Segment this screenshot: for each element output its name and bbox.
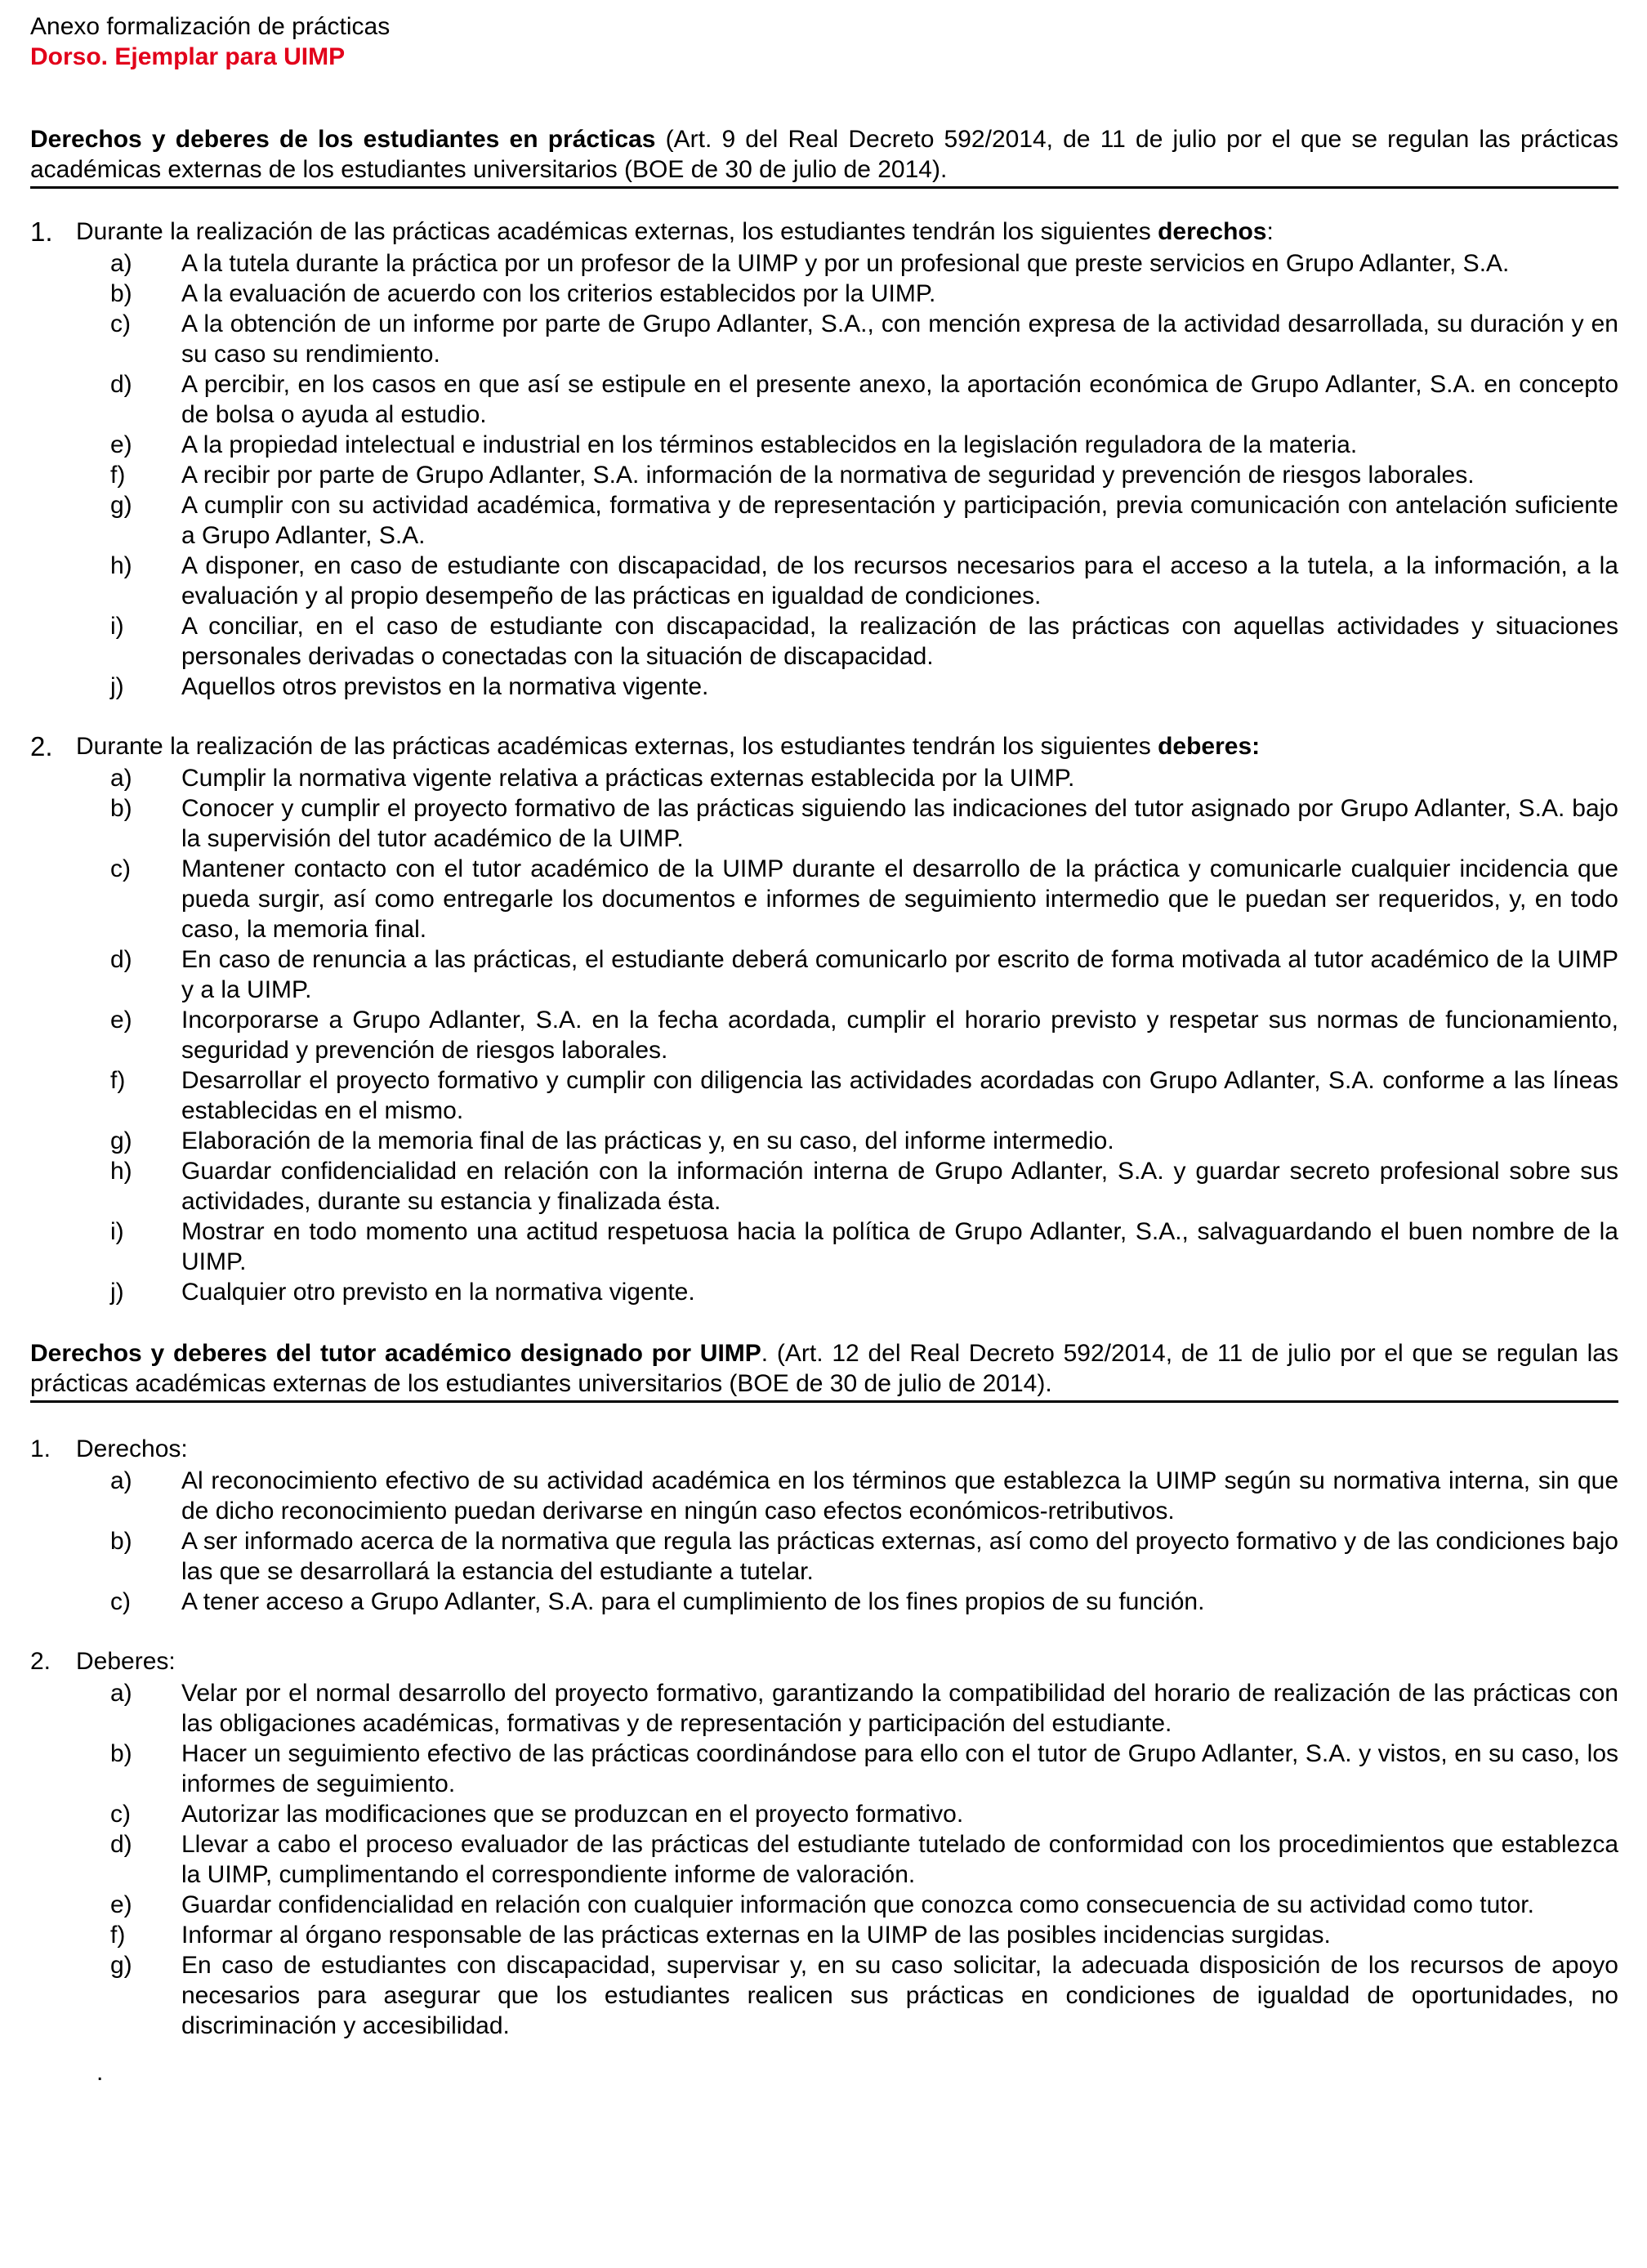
list-item: d) En caso de renuncia a las prácticas, el estudiante deberá comunicarlo por escrito de forma motivada al tutor académico de la UIMP y a la UIMP.: [110, 946, 1618, 1003]
tutor-duties-intro: Deberes:: [76, 1648, 176, 1675]
list-item: e) A la propiedad intelectual e industrial en los términos establecidos en la legislación reguladora de la materia.: [110, 431, 1358, 458]
tutor-rights-list: [76, 1466, 1618, 1617]
list-item: i) Mostrar en todo momento una actitud respetuosa hacia la política de Grupo Adlanter, S.A., salvaguardando el buen nombre de la UIMP.: [110, 1218, 1618, 1275]
list-item: i) A conciliar, en el caso de estudiante con discapacidad, la realización de las prácticas con aquellas actividades y situaciones personales derivadas o conectadas con la situación de discapacidad.: [110, 613, 1618, 670]
list-item: e) Incorporarse a Grupo Adlanter, S.A. en la fecha acordada, cumplir el horario previsto y respetar sus normas de funcionamiento, seguridad y prevención de riesgos laborales.: [110, 1007, 1618, 1064]
list-item: c) A tener acceso a Grupo Adlanter, S.A. para el cumplimiento de los fines propios de su función.: [110, 1588, 1205, 1615]
tutor-rights-block: [30, 1434, 1618, 1617]
tutor-duties-block: [30, 1646, 1618, 2041]
list-item: f) Informar al órgano responsable de las prácticas externas en la UIMP de las posibles incidencias surgidas.: [110, 1922, 1331, 1949]
students-duties-block: [30, 731, 1618, 1307]
list-number: 1.: [30, 217, 53, 247]
list-item: d) A percibir, en los casos en que así se estipule en el presente anexo, la aportación económica de Grupo Adlanter, S.A. en concepto de bolsa o ayuda al estudio.: [110, 371, 1618, 428]
document-subtitle: Dorso. Ejemplar para UIMP: [30, 43, 346, 70]
students-duties-intro: Durante la realización de las prácticas académicas externas, los estudiantes tendrán los siguientes deberes:: [76, 733, 1261, 760]
list-item: c) Autorizar las modificaciones que se produzcan en el proyecto formativo.: [110, 1801, 964, 1828]
students-rights-intro: Durante la realización de las prácticas académicas externas, los estudiantes tendrán los siguientes derechos:: [76, 218, 1274, 245]
document-title: Anexo formalización de prácticas: [30, 13, 391, 40]
document-page: [30, 11, 1618, 2041]
list-item: g) En caso de estudiantes con discapacidad, supervisar y, en su caso solicitar, la adecuada disposición de los recursos de apoyo necesarios para asegurar que los estudiantes realicen sus prácticas en condiciones de igualdad de oportunidades, no discriminación y accesibilidad.: [110, 1952, 1618, 2039]
list-number: 1.: [30, 1435, 51, 1462]
trailing-mark: .: [96, 2059, 104, 2086]
list-item: c) Mantener contacto con el tutor académico de la UIMP durante el desarrollo de la práctica y comunicarle cualquier incidencia que pueda surgir, así como entregarle los documentos e informes de seguimiento intermedio que le puedan ser requeridos, y, en todo caso, la memoria final.: [110, 855, 1618, 943]
students-rights-list: [76, 248, 1618, 702]
list-item: a) Cumplir la normativa vigente relativa a prácticas externas establecida por la UIMP.: [110, 765, 1075, 792]
list-item: h) Guardar confidencialidad en relación con la información interna de Grupo Adlanter, S.A. y guardar secreto profesional sobre sus actividades, durante su estancia y finalizada ésta.: [110, 1158, 1618, 1215]
list-item: g) A cumplir con su actividad académica, formativa y de representación y participación, previa comunicación con antelación suficiente a Grupo Adlanter, S.A.: [110, 492, 1618, 549]
list-item: a) Velar por el normal desarrollo del proyecto formativo, garantizando la compatibilidad del horario de realización de las prácticas con las obligaciones académicas, formativas y de representación y participación del estudiante.: [110, 1680, 1618, 1737]
list-item: e) Guardar confidencialidad en relación con cualquier información que conozca como consecuencia de su actividad como tutor.: [110, 1891, 1534, 1918]
list-item: h) A disponer, en caso de estudiante con discapacidad, de los recursos necesarios para el acceso a la tutela, a la información, a la evaluación y al propio desempeño de las prácticas en igualdad de condiciones.: [110, 552, 1618, 609]
list-item: j) Cualquier otro previsto en la normativa vigente.: [110, 1279, 695, 1306]
list-number: 2.: [30, 1648, 51, 1675]
list-item: a) Al reconocimiento efectivo de su actividad académica en los términos que establezca la UIMP según su normativa interna, sin que de dicho reconocimiento puedan derivarse en ningún caso efectos económicos-retributivos.: [110, 1467, 1618, 1525]
section-students-title: Derechos y deberes de los estudiantes en prácticas (Art. 9 del Real Decreto 592/2014, de 11 de julio por el que se regulan las prácticas académicas externas de los estudiantes universitarios (BOE de 30 de julio de 2014).: [30, 124, 1618, 189]
list-number: 2.: [30, 731, 53, 761]
list-item: f) Desarrollar el proyecto formativo y cumplir con diligencia las actividades acordadas con Grupo Adlanter, S.A. conforme a las líneas establecidas en el mismo.: [110, 1067, 1618, 1124]
list-item: b) A ser informado acerca de la normativa que regula las prácticas externas, así como del proyecto formativo y de las condiciones bajo las que se desarrollará la estancia del estudiante a tutelar.: [110, 1528, 1618, 1585]
list-item: a) A la tutela durante la práctica por un profesor de la UIMP y por un profesional que preste servicios en Grupo Adlanter, S.A.: [110, 250, 1510, 277]
list-item: b) Conocer y cumplir el proyecto formativo de las prácticas siguiendo las indicaciones del tutor asignado por Grupo Adlanter, S.A. bajo la supervisión del tutor académico de la UIMP.: [110, 795, 1618, 852]
list-item: f) A recibir por parte de Grupo Adlanter, S.A. información de la normativa de seguridad y prevención de riesgos laborales.: [110, 462, 1475, 489]
list-item: d) Llevar a cabo el proceso evaluador de las prácticas del estudiante tutelado de conformidad con los procedimientos que establezca la UIMP, cumplimentando el correspondiente informe de valoración.: [110, 1831, 1618, 1888]
list-item: b) A la evaluación de acuerdo con los criterios establecidos por la UIMP.: [110, 280, 936, 307]
list-item: b) Hacer un seguimiento efectivo de las prácticas coordinándose para ello con el tutor de Grupo Adlanter, S.A. y vistos, en su caso, los informes de seguimiento.: [110, 1740, 1618, 1797]
students-duties-list: [76, 763, 1618, 1307]
tutor-rights-intro: Derechos:: [76, 1435, 188, 1462]
students-rights-block: [30, 217, 1618, 702]
section-tutor-title: Derechos y deberes del tutor académico designado por UIMP. (Art. 12 del Real Decreto 592/2014, de 11 de julio por el que se regulan las prácticas académicas externas de los estudiantes universitarios (BOE de 30 de julio de 2014).: [30, 1338, 1618, 1403]
tutor-duties-list: [76, 1678, 1618, 2041]
list-item: j) Aquellos otros previstos en la normativa vigente.: [110, 673, 709, 700]
list-item: g) Elaboración de la memoria final de las prácticas y, en su caso, del informe intermedio.: [110, 1127, 1114, 1154]
list-item: c) A la obtención de un informe por parte de Grupo Adlanter, S.A., con mención expresa de la actividad desarrollada, su duración y en su caso su rendimiento.: [110, 310, 1618, 368]
